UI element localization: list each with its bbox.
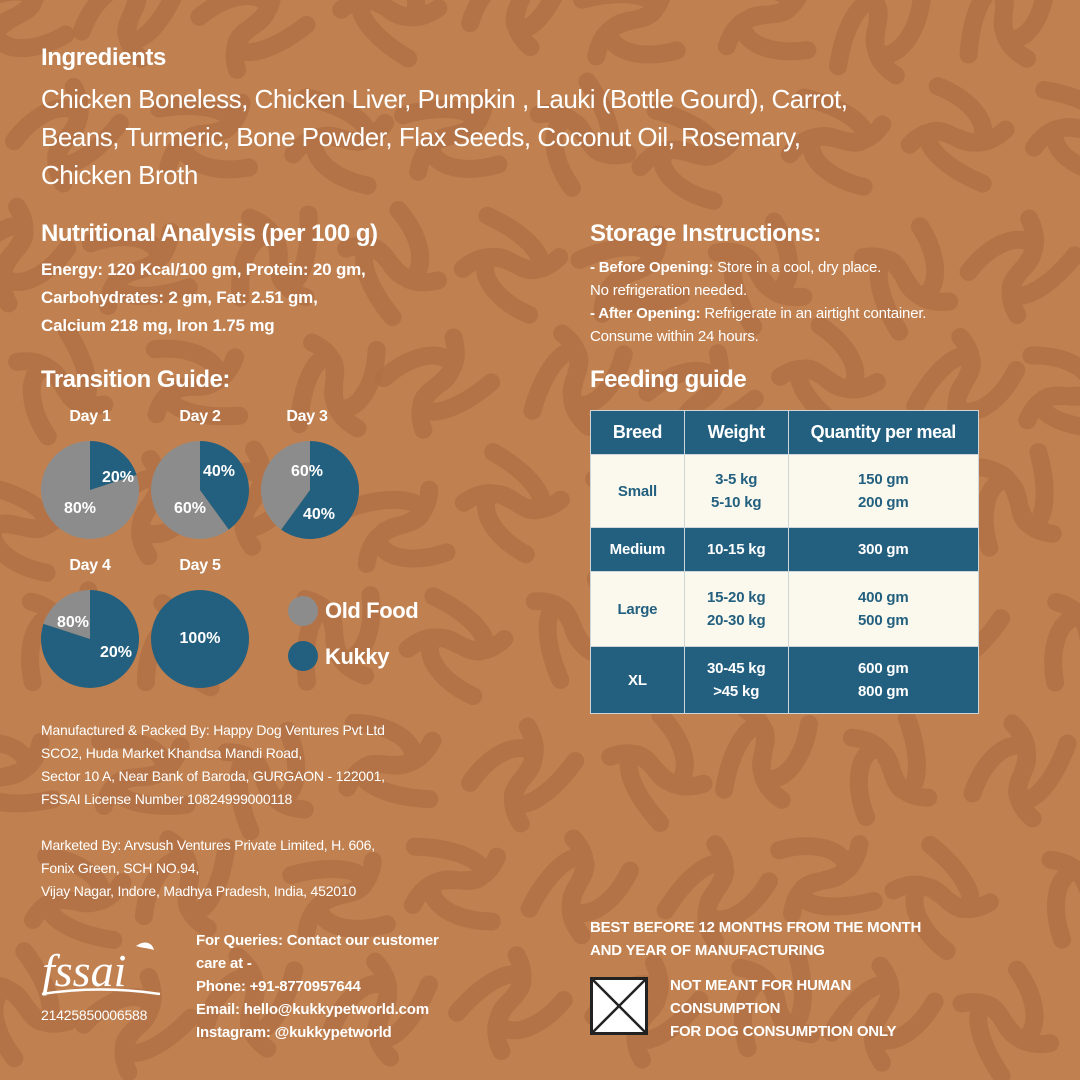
pie-label-kukky: 80% — [56, 614, 90, 631]
weight-cell — [684, 572, 788, 647]
transition-title: Transition Guide: — [41, 366, 230, 393]
day-label: Day 2 — [179, 408, 221, 425]
legend-old-food-swatch — [288, 596, 318, 626]
storage-after-label: - After Opening: — [590, 305, 701, 322]
nutrition-line: Calcium 218 mg, Iron 1.75 mg — [41, 316, 275, 335]
quantity-value: 500 gm — [858, 612, 909, 629]
weight-value: 10-15 kg — [706, 541, 766, 558]
pie-label-kukky: 60% — [290, 463, 324, 480]
marketer-line: Marketed By: Arvsush Ventures Private Limited, H. 606, — [41, 837, 375, 853]
fssai-license-number: 21425850006588 — [41, 1007, 148, 1023]
email-text: Email: hello@kukkypetworld.com — [196, 1001, 429, 1018]
quantity-cell — [788, 528, 978, 572]
instagram-text: Instagram: @kukkypetworld — [196, 1024, 392, 1041]
not-human-line: FOR DOG CONSUMPTION ONLY — [670, 1023, 897, 1040]
pie-day-5 — [150, 589, 250, 689]
queries-line: For Queries: Contact our customer — [196, 932, 439, 949]
pie-label-old-food: 80% — [63, 500, 97, 517]
pie-day-3 — [260, 440, 360, 540]
pattern-squiggle — [1008, 333, 1080, 454]
pie-day-2 — [150, 440, 250, 540]
pattern-squiggle — [1021, 575, 1080, 704]
pie-label-old-food: 40% — [302, 506, 336, 523]
feeding-table — [590, 410, 979, 714]
header-breed: Breed — [591, 411, 685, 455]
ingredients-list — [41, 80, 901, 194]
manufacturer-line: Manufactured & Packed By: Happy Dog Ventures Pvt Ltd — [41, 722, 385, 738]
day-label: Day 4 — [69, 557, 111, 574]
leaf-icon — [136, 943, 154, 950]
quantity-cell — [788, 647, 978, 714]
day-label: Day 1 — [69, 408, 111, 425]
ingredients-line: Chicken Broth — [41, 160, 198, 190]
storage-before-text2: No refrigeration needed. — [590, 282, 747, 299]
ingredients-line: Chicken Boneless, Chicken Liver, Pumpkin , Lauki (Bottle Gourd), Carrot, — [41, 84, 848, 114]
pie-label-kukky: 20% — [101, 469, 135, 486]
pattern-squiggle — [821, 702, 955, 836]
legend-kukky-label: Kukky — [325, 644, 390, 669]
header-weight: Weight — [684, 411, 788, 455]
marketer-line: Fonix Green, SCH NO.94, — [41, 860, 200, 876]
storage-instructions — [590, 256, 1060, 348]
pattern-squiggle — [1019, 826, 1080, 959]
quantity-cell — [788, 455, 978, 528]
quantity-value: 800 gm — [858, 683, 909, 700]
weight-value: 3-5 kg — [715, 471, 758, 488]
weight-value: >45 kg — [713, 683, 760, 700]
fssai-logo-text: fssai — [42, 945, 127, 996]
not-for-human-icon — [590, 977, 648, 1035]
manufacturer-line: FSSAI License Number 10824999000118 — [41, 791, 293, 807]
nutrition-values — [41, 256, 541, 340]
quantity-cell — [788, 572, 978, 647]
breed-cell: Small — [591, 455, 685, 528]
pie-label-old-food: 20% — [99, 644, 133, 661]
pattern-squiggle — [702, 0, 830, 82]
manufacturer-line: SCO2, Huda Market Khandsa Mandi Road, — [41, 745, 303, 761]
pattern-squiggle — [469, 0, 566, 48]
storage-title: Storage Instructions: — [590, 220, 821, 247]
day-label: Day 3 — [286, 408, 328, 425]
pie-label-kukky: 100% — [179, 630, 221, 647]
table-row — [591, 455, 979, 528]
fssai-logo — [40, 938, 162, 1002]
header-quantity: Quantity per meal — [788, 411, 978, 455]
table-row — [591, 528, 979, 572]
nutrition-line: Carbohydrates: 2 gm, Fat: 2.51 gm, — [41, 288, 318, 307]
quantity-value: 600 gm — [858, 660, 909, 677]
pattern-squiggle — [1025, 77, 1080, 187]
feeding-title: Feeding guide — [590, 366, 747, 393]
pie-label-old-food: 60% — [173, 500, 207, 517]
marketer-info — [41, 834, 541, 903]
weight-value: 15-20 kg — [706, 589, 766, 606]
pattern-squiggle — [594, 704, 722, 832]
customer-care-info — [196, 929, 496, 1044]
pattern-squiggle — [457, 449, 567, 559]
legend-kukky-swatch — [288, 641, 318, 671]
legend-old-food-label: Old Food — [325, 598, 419, 623]
pattern-squiggle — [908, 85, 1008, 185]
storage-after-text2: Consume within 24 hours. — [590, 328, 759, 345]
pattern-squiggle — [186, 0, 317, 88]
quantity-value: 200 gm — [858, 494, 909, 511]
table-header-row — [591, 411, 979, 455]
pattern-squiggle — [973, 724, 1068, 819]
pattern-squiggle — [274, 573, 401, 700]
storage-before-text: Store in a cool, dry place. — [713, 259, 882, 276]
best-before-line: AND YEAR OF MANUFACTURING — [590, 942, 825, 959]
storage-before-line — [590, 256, 1060, 279]
manufacturer-line: Sector 10 A, Near Bank of Baroda, GURGAON - 122001, — [41, 768, 385, 784]
weight-cell — [684, 647, 788, 714]
quantity-value: 400 gm — [858, 589, 909, 606]
pattern-squiggle — [948, 0, 1066, 74]
pie-label-kukky: 40% — [202, 463, 236, 480]
manufacturer-info — [41, 719, 541, 811]
best-before-notice — [590, 916, 990, 962]
table-row — [591, 572, 979, 647]
pattern-squiggle — [404, 594, 508, 698]
storage-before-label: - Before Opening: — [590, 259, 714, 276]
weight-cell — [684, 528, 788, 572]
table-row — [591, 647, 979, 714]
pattern-squiggle — [335, 0, 446, 62]
not-human-line: NOT MEANT FOR HUMAN — [670, 977, 852, 994]
ingredients-line: Beans, Turmeric, Bone Powder, Flax Seeds, Coconut Oil, Rosemary, — [41, 122, 801, 152]
pie-day-4 — [40, 589, 140, 689]
nutrition-title: Nutritional Analysis (per 100 g) — [41, 220, 378, 247]
pie-day-1 — [40, 440, 140, 540]
breed-cell: Large — [591, 572, 685, 647]
storage-after-line — [590, 302, 1060, 325]
weight-cell — [684, 455, 788, 528]
day-label: Day 5 — [179, 557, 221, 574]
quantity-value: 300 gm — [858, 541, 909, 558]
ingredients-title: Ingredients — [41, 44, 166, 71]
not-for-human-notice — [670, 974, 1050, 1043]
not-human-line: CONSUMPTION — [670, 1000, 781, 1017]
pattern-squiggle — [824, 0, 935, 86]
breed-cell: XL — [591, 647, 685, 714]
weight-value: 20-30 kg — [706, 612, 766, 629]
marketer-line: Vijay Nagar, Indore, Madhya Pradesh, India, 452010 — [41, 883, 357, 899]
nutrition-line: Energy: 120 Kcal/100 gm, Protein: 20 gm, — [41, 260, 366, 279]
phone-text: Phone: +91-8770957644 — [196, 978, 361, 995]
breed-cell: Medium — [591, 528, 685, 572]
best-before-line: BEST BEFORE 12 MONTHS FROM THE MONTH — [590, 919, 922, 936]
quantity-value: 150 gm — [858, 471, 909, 488]
queries-line: care at - — [196, 955, 252, 972]
weight-value: 30-45 kg — [706, 660, 766, 677]
pattern-squiggle — [711, 699, 821, 809]
storage-after-text: Refrigerate in an airtight container. — [700, 305, 927, 322]
weight-value: 5-10 kg — [711, 494, 762, 511]
